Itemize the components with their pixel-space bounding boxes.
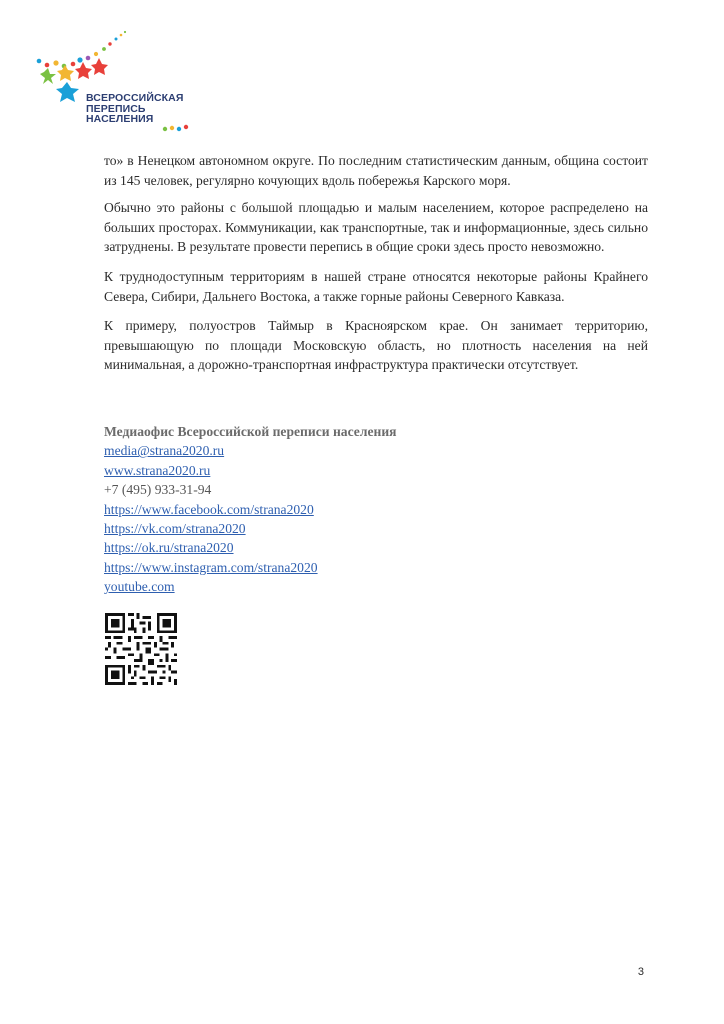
- youtube-link[interactable]: youtube.com: [104, 579, 175, 595]
- paragraph: то» в Ненецком автономном округе. По последним статистическим данным, община состоит из 145 человек, регулярно кочующих вдоль побережья Карского моря.: [104, 153, 648, 188]
- page-number: 3: [637, 966, 644, 978]
- census-logo: [34, 30, 204, 140]
- logo-line-3: НАСЕЛЕНИЯ: [86, 113, 154, 125]
- phone-number: +7 (495) 933-31-94: [104, 482, 212, 498]
- body-text: [104, 151, 648, 385]
- qr-code-graphic: [105, 613, 177, 685]
- contacts-block: [104, 422, 504, 597]
- vk-link[interactable]: https://vk.com/strana2020: [104, 521, 246, 537]
- paragraph: Обычно это районы с большой площадью и малым населением, которое распределено на больших просторах. Коммуникации, как транспортные, так и информационные, здесь сильно затруднены. В результате провести перепись в общие сроки здесь просто невозможно.: [104, 200, 648, 255]
- instagram-link[interactable]: https://www.instagram.com/strana2020: [104, 559, 318, 575]
- logo-line-1: ВСЕРОССИЙСКАЯ: [86, 92, 184, 104]
- qr-code: [105, 613, 177, 685]
- org-name: Медиаофис Всероссийской переписи населения: [104, 424, 397, 439]
- email-link[interactable]: media@strana2020.ru: [104, 443, 225, 459]
- facebook-link[interactable]: https://www.facebook.com/strana2020: [104, 501, 314, 517]
- website-link[interactable]: www.strana2020.ru: [104, 462, 211, 478]
- ok-link[interactable]: https://ok.ru/strana2020: [104, 540, 234, 556]
- paragraph: К примеру, полуостров Таймыр в Красноярском крае. Он занимает территорию, превышающую по площади Московскую область, но плотность населения на ней минимальная, а дорожно-транспортная инфраструктура практически отсутствует.: [104, 318, 648, 373]
- paragraph: К труднодоступным территориям в нашей стране относятся некоторые районы Крайнего Севера, Сибири, Дальнего Востока, а также горные районы Северного Кавказа.: [104, 268, 648, 304]
- logo-wordmark: [86, 93, 183, 125]
- logo-line-2: ПЕРЕПИСЬ: [86, 102, 146, 115]
